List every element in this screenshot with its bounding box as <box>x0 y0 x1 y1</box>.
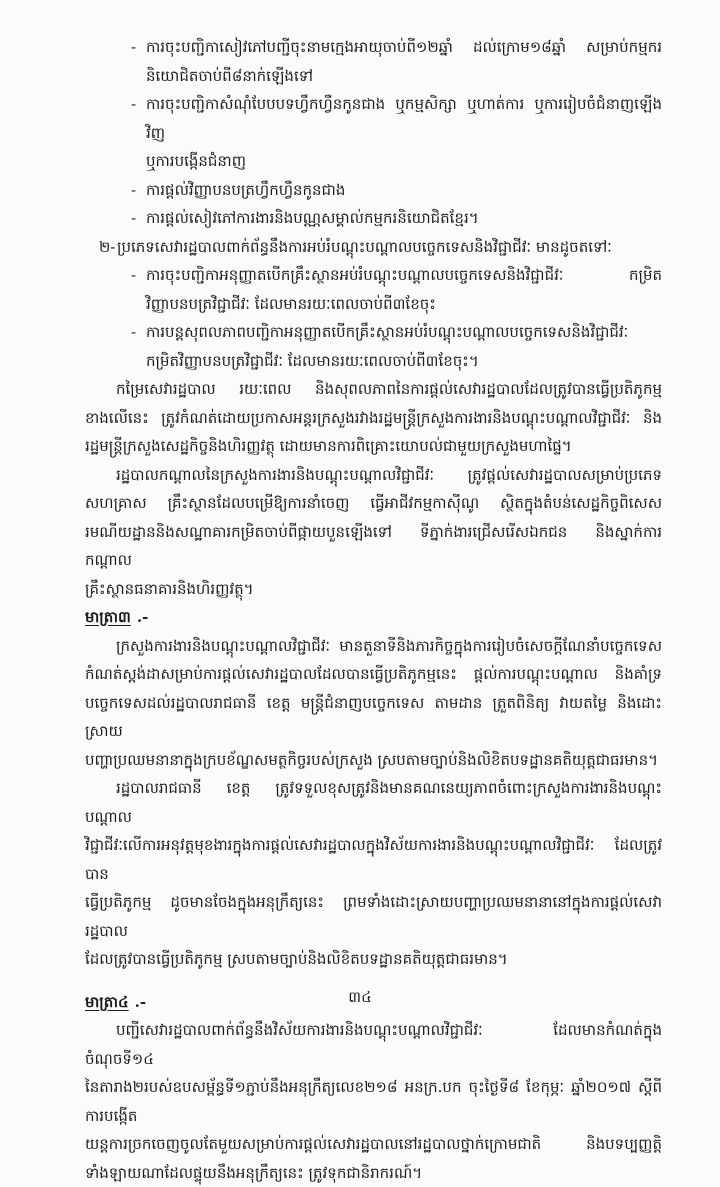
bullet-line: វិញ្ញាបនបត្រវិជ្ជាជីវៈ ដែលមានរយៈពេលចាប់ពី៣ខែចុះ <box>146 290 662 319</box>
paragraph <box>0 774 720 974</box>
paragraph-line: ទាំងឡាយណាដែលផ្ទុយនឹងអនុក្រឹត្យនេះ ត្រូវទុកជានិរាករណ៍។ <box>85 1159 662 1187</box>
bullet-marker: - <box>131 33 136 62</box>
paragraph-line: សហគ្រាស គ្រឹះស្ថានដែលបម្រើឱ្យការនាំចេញ ធ្វើអាជីវកម្មកាស៊ីណូ ស្ថិតក្នុងតំបន់សេដ្ឋកិច្ចពិសេស <box>85 489 662 518</box>
bullet-line: ឬការបង្កើនជំនាញ <box>146 147 662 176</box>
paragraph <box>0 632 720 775</box>
bullet-marker: - <box>131 318 136 347</box>
paragraph-line: ក្រសួងការងារនិងបណ្តុះបណ្តាលវិជ្ជាជីវៈ មានតួនាទីនិងភារកិច្ចក្នុងការរៀបចំសេចក្តីណែនាំបច្ចេកទេស <box>85 632 662 661</box>
paragraph-line: គ្រឹះស្ថានធនាគារនិងហិរញ្ញវត្ថុ។ <box>85 575 662 604</box>
paragraph-line: ខាងលើនេះ ត្រូវកំណត់ដោយប្រកាសអន្តរក្រសួងរវាងរដ្ឋមន្ត្រីក្រសួងការងារនិងបណ្តុះបណ្តាលវិជ្ជាជីវៈ និង <box>85 404 662 433</box>
paragraph-line: រដ្ឋបាលរាជធានី ខេត្ត ត្រូវទទួលខុសត្រូវនិងមានគណនេយ្យភាពចំពោះក្រសួងការងារនិងបណ្តុះបណ្តាល <box>85 774 662 831</box>
bullet-marker: - <box>131 204 136 233</box>
bullet-line: កម្រិតវិញ្ញាបនបត្រវិជ្ជាជីវៈ ដែលមានរយៈពេលចាប់ពី៣ខែចុះ។ <box>146 347 662 376</box>
paragraph <box>0 375 720 461</box>
article-4 <box>0 988 720 1187</box>
paragraph-line: បច្ចេកទេសដល់រដ្ឋបាលរាជធានី ខេត្ត មន្ត្រីជំនាញបច្ចេកទេស តាមដាន ត្រួតពិនិត្យ វាយតម្លៃ និងដោះស្រាយ <box>85 689 662 746</box>
bullet-line: ការបន្តសុពលភាពបញ្ជិកាអនុញ្ញាតបើកគ្រឹះស្ថានអប់រំបណ្តុះបណ្តាលបច្ចេកទេសនិងវិជ្ជាជីវៈ <box>146 318 662 347</box>
article-suffix: .- <box>135 993 146 1011</box>
bullet-item <box>0 261 720 318</box>
bullet-line: ការចុះបញ្ជិកាសំណុំបែបបទហ្វឹកហ្វឺនកូនជាង ឬកម្មសិក្សា ឬហាត់ការ ឬការរៀបចំជំនាញឡើងវិញ <box>146 90 662 147</box>
paragraph-line: យន្តការច្រកចេញចូលតែមួយសម្រាប់ការផ្តល់សេវារដ្ឋបាលនៅរដ្ឋបាលថ្នាក់ក្រោមជាតិ និងបទប្បញ្ញត្តិ <box>85 1130 662 1159</box>
bullet-line: ការចុះបញ្ជិកាសៀវភៅបញ្ជីចុះនាមក្មេងអាយុចាប់ពី១២ឆ្នាំ ដល់ក្រោម១៨ឆ្នាំ សម្រាប់កម្មករ <box>146 33 662 62</box>
article-suffix: .- <box>137 608 148 626</box>
paragraph-line: ដែលត្រូវបានធ្វើប្រតិភូកម្ម ស្របតាមច្បាប់និងលិខិតបទដ្ឋានគតិយុត្តជាធរមាន។ <box>85 945 662 974</box>
paragraph-line: វិជ្ជាជីវៈលើការអនុវត្តមុខងារក្នុងការផ្តល់សេវារដ្ឋបាលក្នុងវិស័យការងារនិងបណ្តុះបណ្តាលវិជ្ជាជីវៈ ដែលត្រូវបាន <box>85 831 662 888</box>
bullet-line: ការផ្តល់វិញ្ញាបនបត្រហ្វឹកហ្វឺនកូនជាង <box>146 176 662 205</box>
bullet-item <box>0 33 720 90</box>
bullet-marker: - <box>131 90 136 119</box>
article-label: មាត្រា៣ <box>85 608 131 626</box>
article-label: មាត្រា៤ <box>85 993 129 1011</box>
bullet-line: និយោជិតចាប់ពី៨នាក់ឡើងទៅ <box>146 62 662 91</box>
paragraph-line: រដ្ឋបាលកណ្តាលនៃក្រសួងការងារនិងបណ្តុះបណ្តាលវិជ្ជាជីវៈ ត្រូវផ្តល់សេវារដ្ឋបាលសម្រាប់ប្រភេទ <box>85 461 662 490</box>
paragraph-line: បញ្ហាប្រឈមនានាក្នុងក្របខ័ណ្ឌសមត្ថកិច្ចរបស់ក្រសួង ស្របតាមច្បាប់និងលិខិតបទដ្ឋានគតិយុត្តជាធរមាន។ <box>85 746 662 775</box>
article-3 <box>0 603 720 974</box>
paragraph-line: រមណីយដ្ឋាននិងសណ្ឋាគារកម្រិតចាប់ពីផ្កាយបួនឡើងទៅ ទីភ្នាក់ងារជ្រើសរើសឯកជន និងស្នាក់ការកណ្តាល <box>85 518 662 575</box>
page-number: ៣៤ <box>0 983 720 1011</box>
paragraph-line: កម្រៃសេវារដ្ឋបាល រយៈពេល និងសុពលភាពនៃការផ្តល់សេវារដ្ឋបាលដែលត្រូវបានធ្វើប្រតិភូកម្ម <box>85 375 662 404</box>
section-title: ប្រភេទសេវារដ្ឋបាលពាក់ព័ន្ធនឹងការអប់រំបណ្តុះបណ្តាលបច្ចេកទេសនិងវិជ្ជាជីវៈ មានដូចតទៅៈ <box>117 233 662 262</box>
bullet-marker: - <box>131 261 136 290</box>
bullet-item <box>0 176 720 205</box>
bullet-item <box>0 318 720 375</box>
paragraph-line: រដ្ឋមន្ត្រីក្រសួងសេដ្ឋកិច្ចនិងហិរញ្ញវត្ថុ ដោយមានការពិគ្រោះយោបល់ជាមួយក្រសួងមហាផ្ទៃ។ <box>85 432 662 461</box>
bullet-line: ការចុះបញ្ជិកាអនុញ្ញាតបើកគ្រឹះស្ថានអប់រំបណ្តុះបណ្តាលបច្ចេកទេសនិងវិជ្ជាជីវៈ កម្រិត <box>146 261 662 290</box>
bullet-item <box>0 90 720 176</box>
service-list-labor <box>0 33 720 233</box>
section-number: ២- <box>99 233 115 262</box>
paragraph-line: បញ្ជីសេវារដ្ឋបាលពាក់ព័ន្ធនឹងវិស័យការងារនិងបណ្តុះបណ្តាលវិជ្ជាជីវៈ ដែលមានកំណត់ក្នុងចំណុចទី១៤ <box>85 1016 662 1073</box>
paragraph-line: កំណត់ស្តង់ដាសម្រាប់ការផ្តល់សេវារដ្ឋបាលដែលបានធ្វើប្រតិភូកម្មនេះ ផ្តល់ការបណ្តុះបណ្តាល និងគាំទ្រ <box>85 660 662 689</box>
article-heading <box>0 603 720 632</box>
paragraph <box>0 461 720 604</box>
bullet-marker: - <box>131 176 136 205</box>
section-2-title-row <box>0 233 720 262</box>
section-2 <box>0 233 720 376</box>
page-content <box>0 33 720 1187</box>
paragraph-line: ធ្វើប្រតិភូកម្ម ដូចមានចែងក្នុងអនុក្រឹត្យនេះ ព្រមទាំងដោះស្រាយបញ្ហាប្រឈមនានានៅក្នុងការផ្តល់សេវារដ្ឋបាល <box>85 888 662 945</box>
paragraph <box>0 1016 720 1187</box>
paragraph-line: នៃតារាង២របស់ឧបសម្ព័ន្ធទី១ភ្ជាប់នឹងអនុក្រឹត្យលេខ២១៨ អនក្រ.បក ចុះថ្ងៃទី៨ ខែកុម្ភៈ ឆ្នាំ២០១៧ ស្តីពីការបង្កើត <box>85 1073 662 1130</box>
bullet-line: ការផ្តល់សៀវភៅការងារនិងបណ្ណសម្គាល់កម្មករនិយោជិតខ្មែរ។ <box>146 204 662 233</box>
bullet-item <box>0 204 720 233</box>
